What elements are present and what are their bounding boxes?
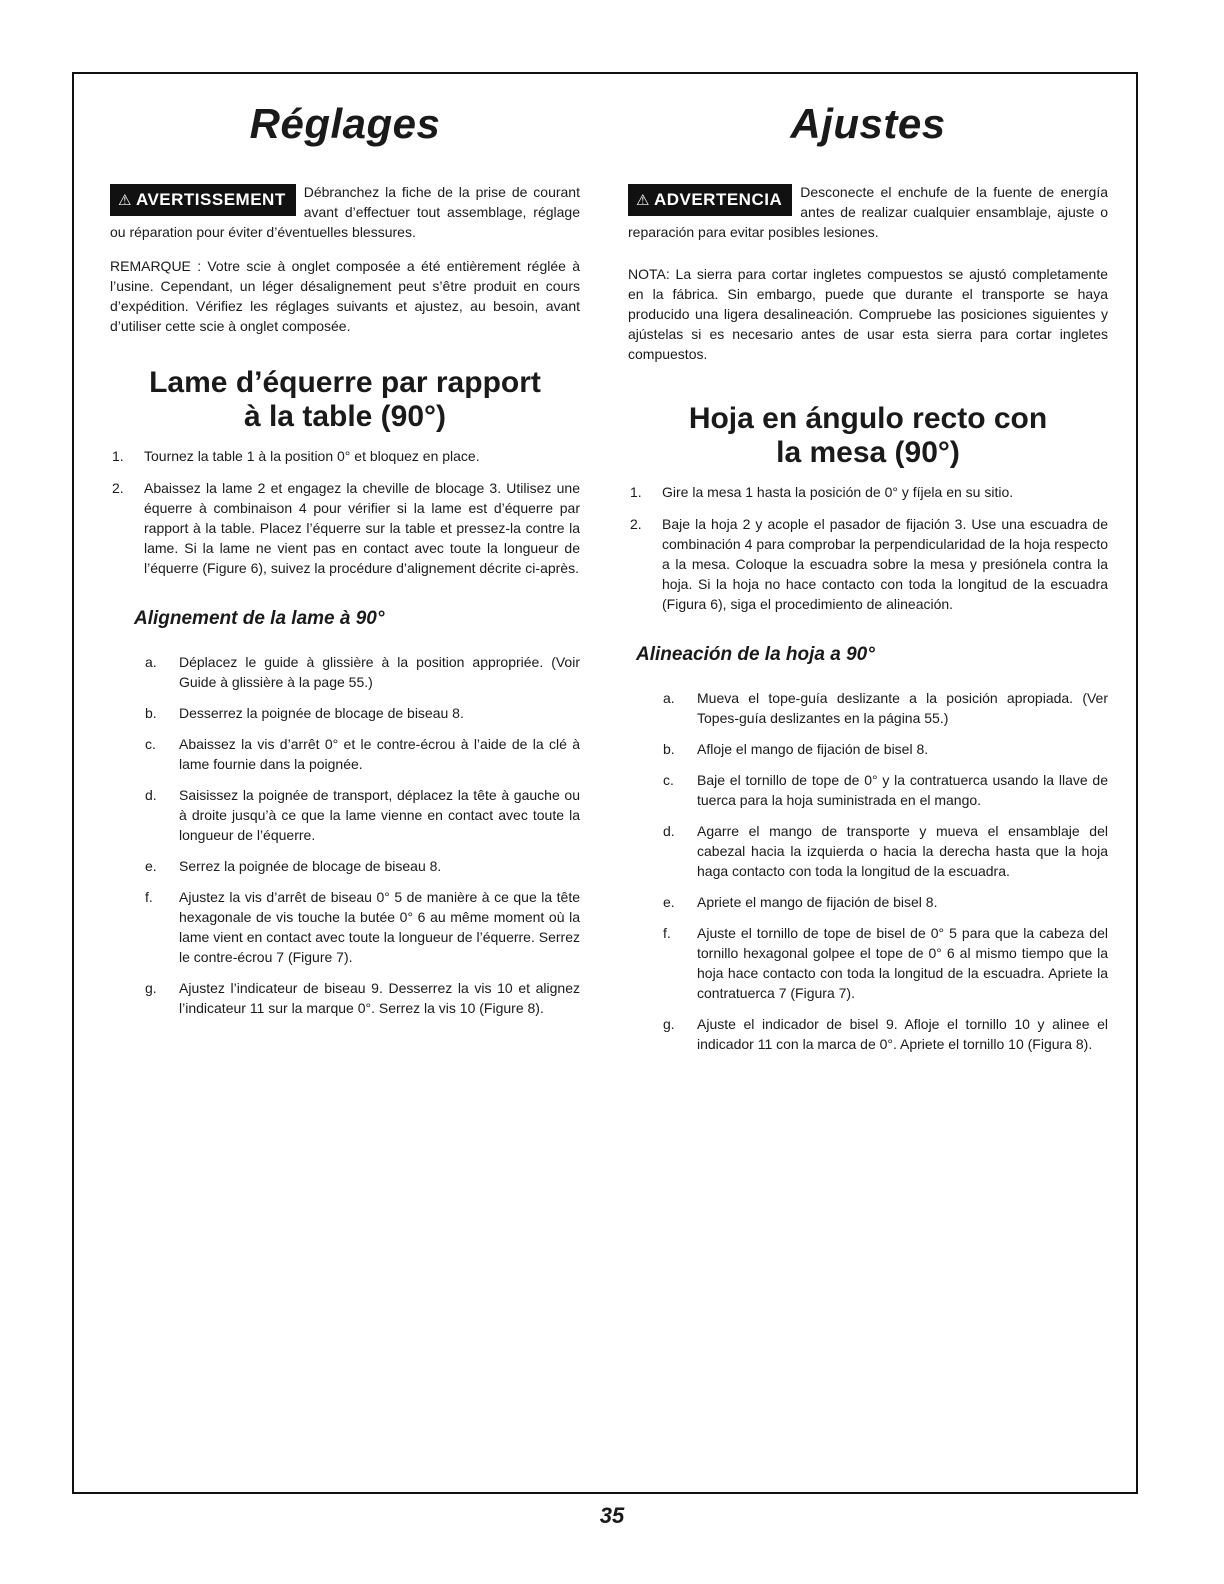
item-text: Ajuste el tornillo de tope de bisel de 0° 5 para que la cabeza del tornillo hexagonal golpee el tope de 0° 6 al mismo tiempo que la hoja hace contacto con toda la longitud de la escuadra. Apriete la contratuerca 7 (Figura 7).	[697, 925, 1108, 1001]
item-text: Déplacez le guide à glissière à la position appropriée. (Voir Guide à glissière à la page 55.)	[179, 654, 580, 690]
list-item	[110, 856, 580, 876]
item-text: Serrez la poignée de blocage de biseau 8.	[179, 858, 442, 874]
list-item	[110, 703, 580, 723]
item-text: Ajustez la vis d’arrêt de biseau 0° 5 de manière à ce que la tête hexagonale de vis touche la butée 0° 6 au même moment où la lame vient en contact avec toute la longueur de l’équerre. Serrez le contre-écrou 7 (Figure 7).	[179, 889, 580, 965]
french-note: REMARQUE : Votre scie à onglet composée a été entièrement réglée à l’usine. Cependant, un léger désalignement peut s’être produit en cours d’expédition. Vérifiez les réglages suivants et ajustez, au besoin, avant d’utiliser cette scie à onglet composée.	[110, 258, 580, 334]
section-title-line2: la mesa (90°)	[776, 436, 960, 469]
spanish-steps	[628, 482, 1108, 614]
item-number: d.	[663, 823, 675, 839]
list-item	[628, 514, 1108, 614]
section-title-line1: Lame d’équerre par rapport	[149, 366, 541, 399]
item-text: Agarre el mango de transporte y mueva el ensamblaje del cabezal hacia la izquierda o hacia la derecha hasta que la hoja haga contacto con toda la longitud de la escuadra.	[697, 823, 1108, 879]
item-number: 2.	[112, 480, 124, 496]
spanish-section-title	[628, 402, 1108, 470]
item-text: Afloje el mango de fijación de bisel 8.	[697, 741, 929, 757]
warning-text: Débranchez la fiche de la prise de courant avant d’effectuer tout assemblage, réglage ou réparation pour éviter d’éventuelles blessures.	[110, 184, 580, 240]
list-item	[110, 734, 580, 774]
warning-text: Desconecte el enchufe de la fuente de energía antes de realizar cualquier ensamblaje, ajuste o reparación para evitar posibles lesiones.	[628, 184, 1108, 240]
item-number: g.	[663, 1016, 675, 1032]
spanish-subsection-title: Alineación de la hoja a 90°	[636, 644, 875, 665]
list-item	[628, 821, 1108, 881]
warning-triangle-icon: ⚠	[636, 192, 650, 209]
item-number: b.	[145, 705, 157, 721]
list-item	[628, 482, 1108, 502]
item-number: a.	[663, 690, 675, 706]
spanish-note: NOTA: La sierra para cortar ingletes compuestos se ajustó completamente en la fábrica. Sin embargo, puede que durante el transporte se haya producido una ligera desalineación. Compruebe las posiciones siguientes y ajústelas si es necesario antes de usar esta sierra para cortar ingletes compuestos.	[628, 266, 1108, 362]
section-title-line2: à la table (90°)	[243, 400, 447, 433]
french-substeps	[110, 652, 580, 1018]
warning-label: ADVERTENCIA	[653, 190, 783, 209]
item-text: Ajustez l’indicateur de biseau 9. Desserrez la vis 10 et alignez l’indicateur 11 sur la marque 0°. Serrez la vis 10 (Figure 8).	[179, 980, 580, 1016]
item-number: f.	[145, 889, 153, 905]
section-title-line1: Hoja en ángulo recto con	[688, 402, 1048, 435]
item-number: b.	[663, 741, 675, 757]
item-number: c.	[663, 772, 674, 788]
item-text: Apriete el mango de fijación de bisel 8.	[697, 894, 938, 910]
spanish-title: Ajustes	[790, 100, 946, 147]
french-title: Réglages	[249, 100, 441, 147]
spanish-warning	[628, 182, 1108, 242]
list-item	[628, 892, 1108, 912]
item-text: Tournez la table 1 à la position 0° et bloquez en place.	[144, 448, 480, 464]
item-number: 1.	[112, 448, 124, 464]
list-item	[628, 770, 1108, 810]
french-warning	[110, 182, 580, 242]
item-number: e.	[663, 894, 675, 910]
list-item	[628, 1014, 1108, 1054]
item-number: e.	[145, 858, 157, 874]
list-item	[628, 923, 1108, 1003]
french-subsection-title: Alignement de la lame à 90°	[134, 608, 385, 629]
spanish-column	[628, 74, 1108, 1065]
french-column	[110, 74, 580, 1029]
warning-label: AVERTISSEMENT	[135, 190, 286, 209]
item-number: g.	[145, 980, 157, 996]
item-number: a.	[145, 654, 157, 670]
list-item	[628, 739, 1108, 759]
list-item	[110, 652, 580, 692]
warning-badge	[628, 184, 792, 216]
item-text: Ajuste el indicador de bisel 9. Afloje el tornillo 10 y alinee el indicador 11 con la marca de 0°. Apriete el tornillo 10 (Figura 8).	[697, 1016, 1108, 1052]
list-item	[110, 978, 580, 1018]
french-section-title	[110, 366, 580, 434]
list-item	[110, 478, 580, 578]
warning-badge	[110, 184, 296, 216]
page-number: 35	[599, 1503, 625, 1528]
item-number: 2.	[630, 516, 642, 532]
list-item	[628, 688, 1108, 728]
item-text: Desserrez la poignée de blocage de biseau 8.	[179, 705, 464, 721]
spanish-substeps	[628, 688, 1108, 1054]
item-number: f.	[663, 925, 671, 941]
page-frame	[72, 72, 1138, 1494]
item-text: Abaissez la vis d’arrêt 0° et le contre-écrou à l’aide de la clé à lame fournie dans la poignée.	[179, 736, 580, 772]
item-text: Baje la hoja 2 y acople el pasador de fijación 3. Use una escuadra de combinación 4 para comprobar la perpendicularidad de la hoja respecto a la mesa. Coloque la escuadra sobre la mesa y presiónela contra la hoja. Si la hoja no hace contacto con toda la longitud de la escuadra (Figura 6), siga el procedimiento de alineación.	[662, 516, 1108, 612]
french-steps	[110, 446, 580, 578]
item-number: 1.	[630, 484, 642, 500]
item-number: d.	[145, 787, 157, 803]
item-text: Abaissez la lame 2 et engagez la cheville de blocage 3. Utilisez une équerre à combinaison 4 pour vérifier si la lame est d’équerre par rapport à la table. Placez l’équerre sur la table et pressez-la contre la lame. Si la lame ne vient pas en contact avec toute la longueur de l’équerre (Figure 6), suivez la procédure d’alignement décrite ci-après.	[144, 480, 580, 576]
item-text: Saisissez la poignée de transport, déplacez la tête à gauche ou à droite jusqu’à ce que la lame vienne en contact avec toute la longueur de l’équerre.	[179, 787, 580, 843]
item-text: Gire la mesa 1 hasta la posición de 0° y fíjela en su sitio.	[662, 484, 1014, 500]
warning-triangle-icon: ⚠	[118, 192, 132, 209]
item-text: Baje el tornillo de tope de 0° y la contratuerca usando la llave de tuerca para la hoja suministrada en el mango.	[697, 772, 1108, 808]
list-item	[110, 887, 580, 967]
list-item	[110, 446, 580, 466]
item-text: Mueva el tope-guía deslizante a la posición apropiada. (Ver Topes-guía deslizantes en la página 55.)	[697, 690, 1108, 726]
item-number: c.	[145, 736, 156, 752]
list-item	[110, 785, 580, 845]
